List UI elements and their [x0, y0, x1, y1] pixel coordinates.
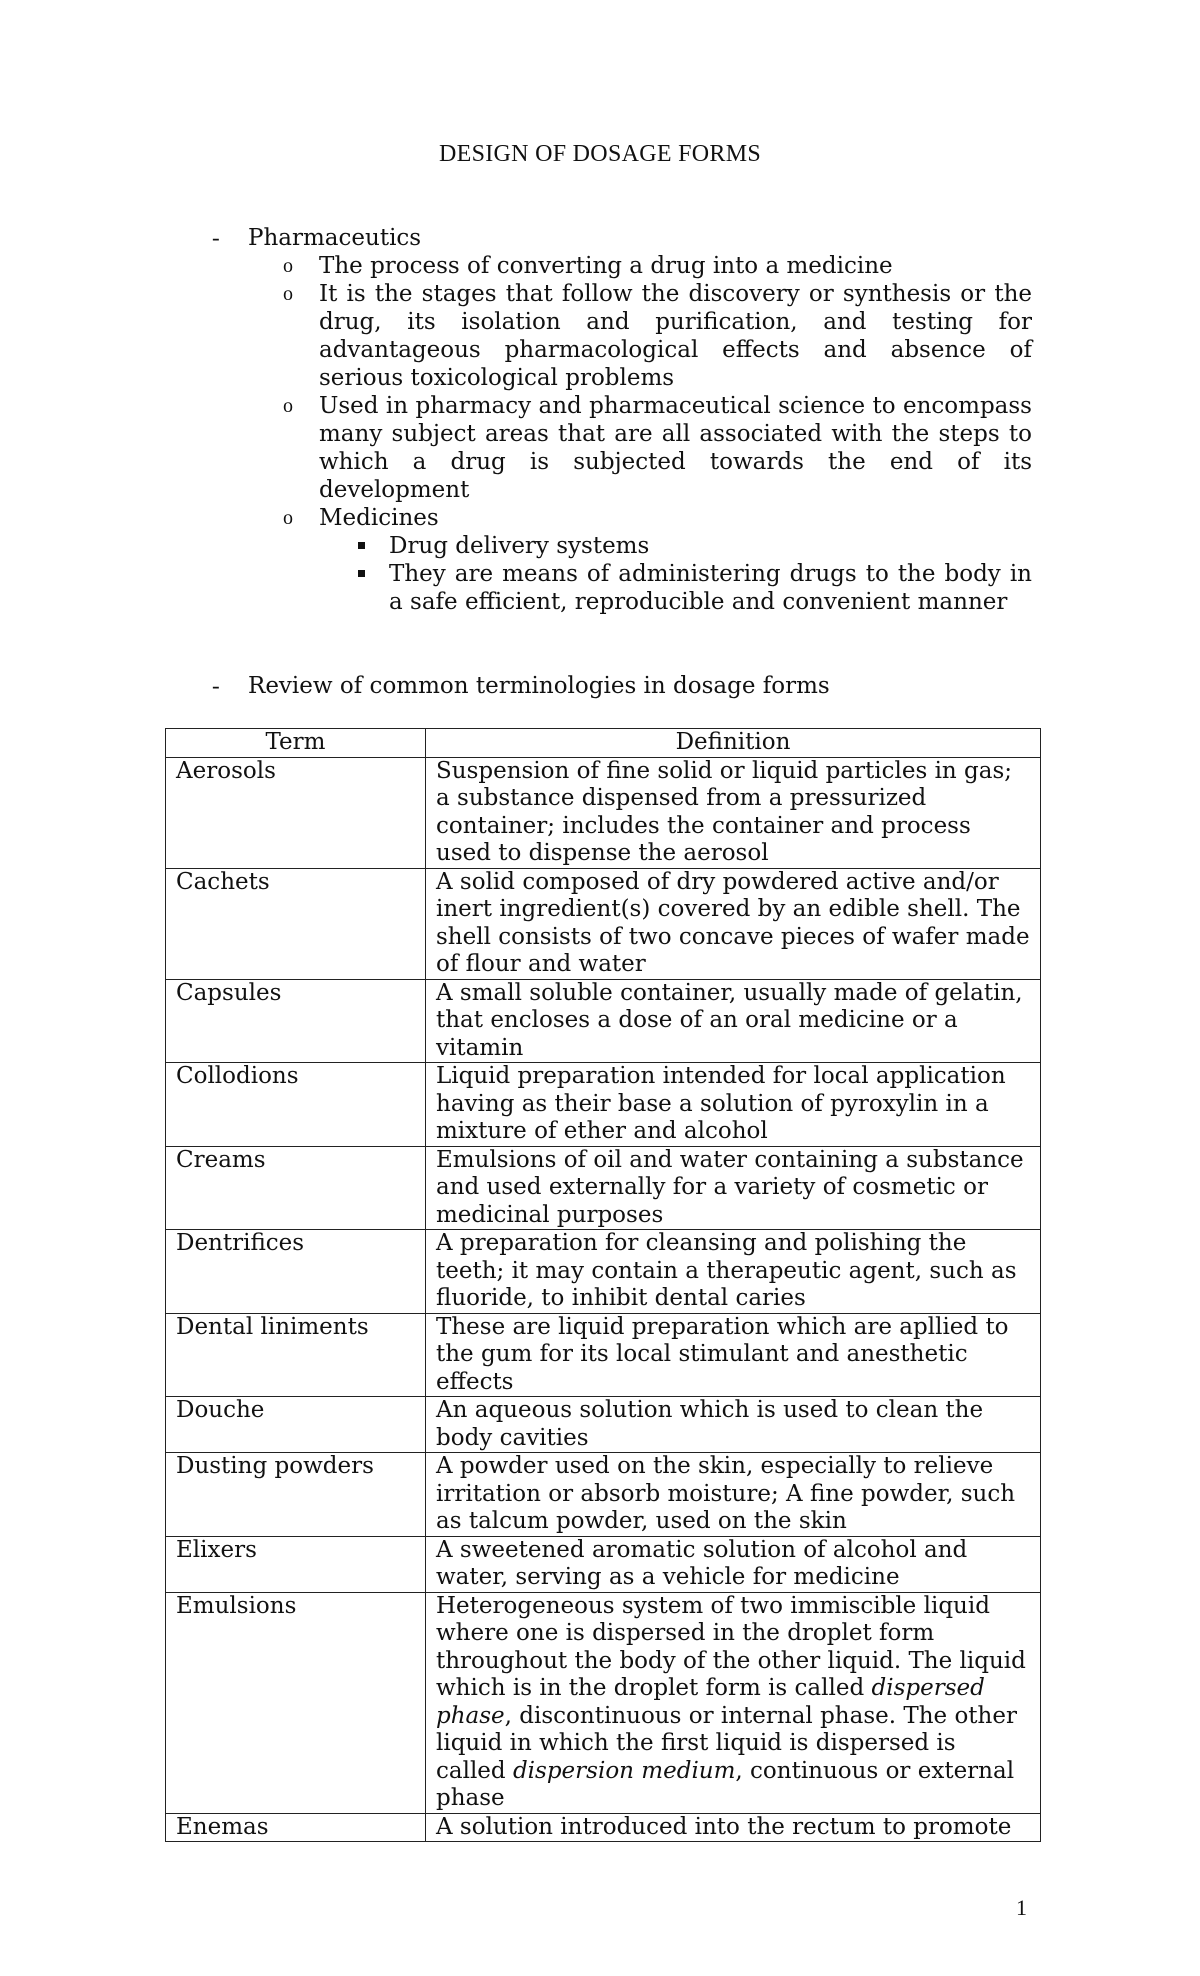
- table-row: [166, 1813, 1041, 1842]
- definition-cell: A sweetened aromatic solution of alcohol and water, serving as a vehicle for medicine: [426, 1536, 1041, 1592]
- review-heading: Review of common terminologies in dosage forms: [248, 673, 830, 699]
- square-bullet-icon: [354, 560, 389, 616]
- table-row: [166, 1063, 1041, 1147]
- definition-cell: These are liquid preparation which are apllied to the gum for its local stimulant and anesthetic effects: [426, 1313, 1041, 1397]
- list-item: [283, 504, 1032, 532]
- list-item-text: Used in pharmacy and pharmaceutical science to encompass many subject areas that are all associated with the steps to which a drug is subjected towards the end of its development: [319, 393, 1032, 503]
- table-row: [166, 1146, 1041, 1230]
- review-heading-line: [212, 672, 1032, 700]
- sub-list-item-text: Drug delivery systems: [389, 533, 650, 559]
- definition-cell: A small soluble container, usually made of gelatin, that encloses a dose of an oral medicine or a vitamin: [426, 979, 1041, 1063]
- definition-text: Heterogeneous system of two immiscible liquid where one is dispersed in the droplet form throughout the body of the other liquid. The liquid which is in the droplet form is called: [436, 1592, 1026, 1701]
- review-section: [212, 672, 1032, 700]
- table-header-row: [166, 729, 1041, 758]
- definition-cell: A preparation for cleansing and polishing the teeth; it may contain a therapeutic agent, such as fluoride, to inhibit dental caries: [426, 1230, 1041, 1314]
- definition-italic-term: dispersion medium: [512, 1757, 736, 1784]
- list-item-text: Medicines: [319, 505, 439, 531]
- term-column-header: Term: [166, 729, 426, 758]
- sub-list-item-text: They are means of administering drugs to the body in a safe efficient, reproducible and convenient manner: [389, 561, 1032, 615]
- dash-bullet: -: [212, 225, 220, 250]
- pharmaceutics-section: [212, 224, 1032, 616]
- list-item-text: It is the stages that follow the discovery or synthesis or the drug, its isolation and purification, and testing for advantageous pharmacological effects and absence of serious toxicological problems: [319, 281, 1032, 391]
- term-cell: Capsules: [166, 979, 426, 1063]
- list-item-text: The process of converting a drug into a medicine: [319, 253, 893, 279]
- term-cell: Dusting powders: [166, 1453, 426, 1537]
- definition-column-header: Definition: [426, 729, 1041, 758]
- definition-italic-term: dispersed phase: [436, 1675, 985, 1729]
- table-row: [166, 1230, 1041, 1314]
- circle-bullet: o: [283, 395, 293, 417]
- page-title: DESIGN OF DOSAGE FORMS: [439, 141, 761, 167]
- table-row: [166, 1453, 1041, 1537]
- square-bullet-icon: [354, 532, 389, 560]
- table-row: [166, 1592, 1041, 1813]
- circle-bullet: o: [283, 255, 293, 277]
- definition-cell: A powder used on the skin, especially to relieve irritation or absorb moisture; A fine powder, such as talcum powder, used on the skin: [426, 1453, 1041, 1537]
- term-cell: Enemas: [166, 1813, 426, 1842]
- definition-cell: Liquid preparation intended for local application having as their base a solution of pyroxylin in a mixture of ether and alcohol: [426, 1063, 1041, 1147]
- pharmaceutics-heading: Pharmaceutics: [248, 225, 422, 251]
- term-cell: Collodions: [166, 1063, 426, 1147]
- definition-cell: An aqueous solution which is used to clean the body cavities: [426, 1397, 1041, 1453]
- term-cell: Emulsions: [166, 1592, 426, 1813]
- definition-text: , continuous or external phase: [436, 1757, 1015, 1811]
- definition-cell: A solid composed of dry powdered active and/or inert ingredient(s) covered by an edible shell. The shell consists of two concave pieces of wafer made of flour and water: [426, 868, 1041, 979]
- terms-table: [165, 728, 1041, 1842]
- definition-cell: A solution introduced into the rectum to promote: [426, 1813, 1041, 1842]
- sub-list-item: [354, 532, 1032, 560]
- definition-cell: Emulsions of oil and water containing a substance and used externally for a variety of cosmetic or medicinal purposes: [426, 1146, 1041, 1230]
- table-row: [166, 979, 1041, 1063]
- term-cell: Douche: [166, 1397, 426, 1453]
- list-item: [283, 280, 1032, 392]
- table-row: [166, 757, 1041, 868]
- definition-cell: Suspension of fine solid or liquid particles in gas; a substance dispensed from a pressurized container; includes the container and process used to dispense the aerosol: [426, 757, 1041, 868]
- page-number: 1: [1016, 1895, 1027, 1920]
- pharmaceutics-heading-line: [212, 224, 1032, 252]
- list-item: [283, 252, 1032, 280]
- table-row: [166, 1397, 1041, 1453]
- term-cell: Dental liniments: [166, 1313, 426, 1397]
- term-cell: Dentrifices: [166, 1230, 426, 1314]
- definition-cell: [426, 1592, 1041, 1813]
- term-cell: Elixers: [166, 1536, 426, 1592]
- term-cell: Cachets: [166, 868, 426, 979]
- dash-bullet: -: [212, 673, 220, 698]
- table-row: [166, 1536, 1041, 1592]
- sub-list-item: [354, 560, 1032, 616]
- term-cell: Creams: [166, 1146, 426, 1230]
- circle-bullet: o: [283, 283, 293, 305]
- list-item: [283, 392, 1032, 504]
- table-row: [166, 868, 1041, 979]
- definition-text: , discontinuous or internal phase. The other liquid in which the first liquid is dispersed is called: [436, 1702, 1017, 1784]
- table-row: [166, 1313, 1041, 1397]
- term-cell: Aerosols: [166, 757, 426, 868]
- circle-bullet: o: [283, 507, 293, 529]
